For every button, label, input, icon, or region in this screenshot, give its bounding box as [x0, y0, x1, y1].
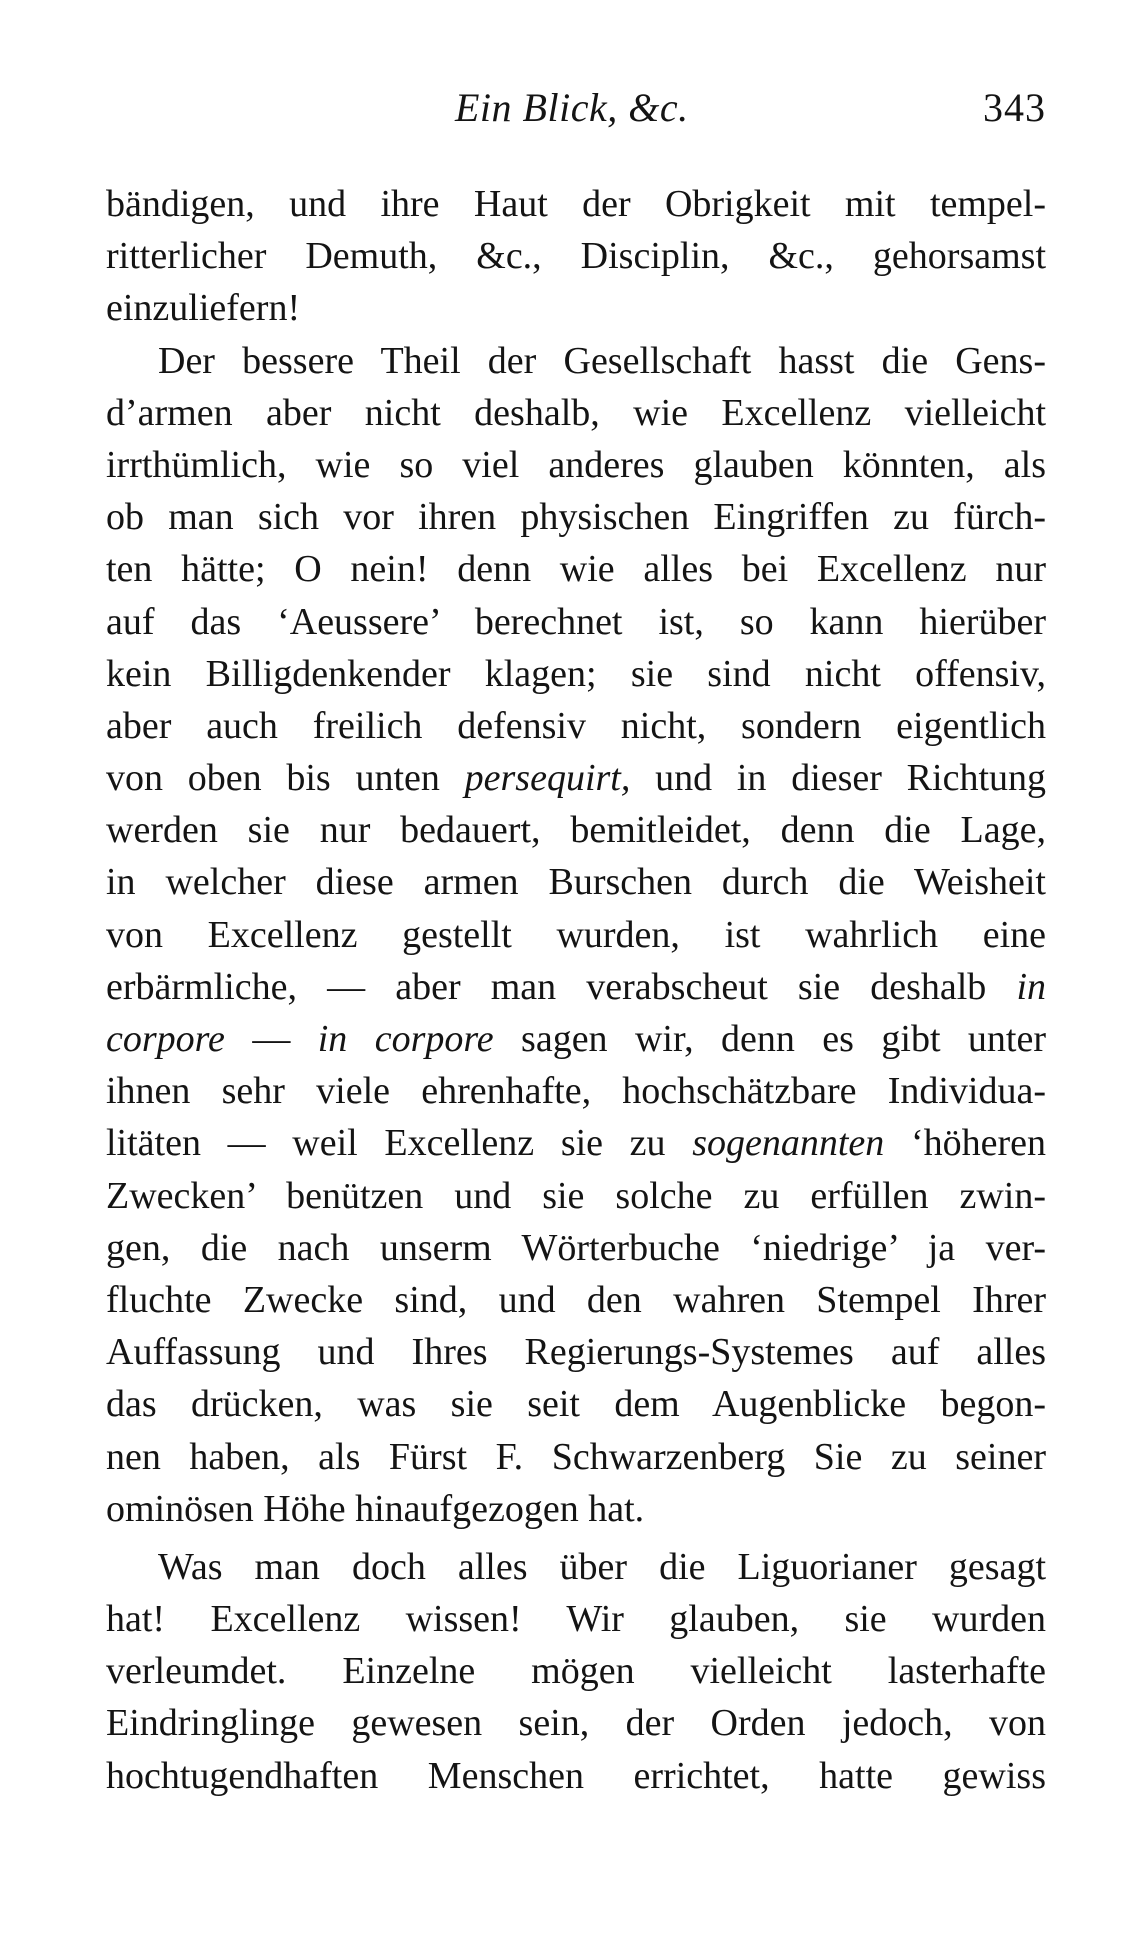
text-run: irrthümlich, wie so viel anderes glauben könnten, als: [106, 443, 1046, 486]
text-line: [106, 1483, 1046, 1535]
text-run: ominösen Höhe hinaufgezogen hat.: [106, 1487, 645, 1530]
text-run: d’armen aber nicht deshalb, wie Excellenz vielleicht: [106, 391, 1046, 434]
text-run: ihnen sehr viele ehrenhafte, hochschätzbare Individua-: [106, 1070, 1046, 1113]
text-run: von Excellenz gestellt wurden, ist wahrlich eine: [106, 913, 1046, 956]
text-line: [106, 335, 1046, 387]
text-run: Was man doch alles über die Liguorianer gesagt: [158, 1545, 1046, 1588]
text-line: [106, 1645, 1046, 1697]
text-line: [106, 230, 1046, 282]
text-run: ten hätte; O nein! denn wie alles bei Excellenz nur: [106, 548, 1046, 591]
body-text: [106, 178, 1046, 1802]
text-line: [106, 1378, 1046, 1430]
text-line: [106, 752, 1046, 804]
text-line: [106, 1170, 1046, 1222]
paragraph: [106, 178, 1046, 335]
text-run: werden sie nur bedauert, bemitleidet, denn die Lage,: [106, 809, 1046, 852]
text-run: auf das ‘Aeussere’ berechnet ist, so kann hierüber: [106, 600, 1046, 643]
text-run: ‘höheren: [884, 1122, 1046, 1165]
text-line: [106, 1065, 1046, 1117]
text-run: hat! Excellenz wissen! Wir glauben, sie wurden: [106, 1598, 1046, 1641]
text-line: [106, 387, 1046, 439]
text-line: [106, 596, 1046, 648]
text-line: [106, 1274, 1046, 1326]
text-run: kein Billigdenkender klagen; sie sind nicht offensiv,: [106, 652, 1046, 695]
text-run: einzuliefern!: [106, 287, 301, 330]
text-line: [106, 178, 1046, 230]
text-run: hochtugendhaften Menschen errichtet, hatte gewiss: [106, 1754, 1046, 1797]
text-run: ritterlicher Demuth, &c., Disciplin, &c., gehorsamst: [106, 235, 1046, 278]
text-run: verleumdet. Einzelne mögen vielleicht lasterhafte: [106, 1650, 1046, 1693]
italic-text: corpore: [106, 1018, 225, 1060]
text-run: erbärmliche, — aber man verabscheut sie deshalb: [106, 965, 1017, 1008]
text-line: [106, 1750, 1046, 1802]
text-run: Eindringlinge gewesen sein, der Orden jedoch, von: [106, 1702, 1046, 1745]
text-line: [106, 439, 1046, 491]
text-line: [106, 543, 1046, 595]
text-line: [106, 1593, 1046, 1645]
text-line: [106, 491, 1046, 543]
text-run: nen haben, als Fürst F. Schwarzenberg Sie zu seiner: [106, 1435, 1046, 1478]
text-line: [106, 282, 1046, 334]
text-run: gen, die nach unserm Wörterbuche ‘niedrige’ ja ver-: [106, 1226, 1046, 1269]
italic-text: in: [1016, 965, 1046, 1008]
text-line: [106, 648, 1046, 700]
page-header: [106, 84, 1046, 140]
text-run: sagen wir, denn es gibt unter: [493, 1018, 1046, 1060]
text-line: [106, 961, 1046, 1013]
text-run: Auffassung und Ihres Regierungs-Systemes auf alles: [106, 1331, 1046, 1374]
text-run: aber auch freilich defensiv nicht, sondern eigentlich: [106, 704, 1046, 747]
paragraph: [106, 335, 1046, 1535]
text-run: —: [224, 1018, 318, 1060]
text-line: [106, 700, 1046, 752]
text-run: das drücken, was sie seit dem Augenblicke begon-: [106, 1383, 1046, 1426]
italic-text: in corpore: [317, 1018, 494, 1060]
text-line: [106, 1431, 1046, 1483]
text-run: von oben bis unten: [106, 757, 465, 800]
text-run: Zwecken’ benützen und sie solche zu erfüllen zwin-: [106, 1174, 1046, 1217]
text-run: in welcher diese armen Burschen durch die Weisheit: [106, 861, 1046, 904]
text-line: [106, 856, 1046, 908]
paragraph: [106, 1541, 1046, 1802]
text-run: und in dieser Richtung: [630, 757, 1046, 800]
running-head: Ein Blick, &c.: [455, 85, 689, 130]
text-line: [106, 1117, 1046, 1169]
text-run: ob man sich vor ihren physischen Eingriffen zu fürch-: [106, 496, 1046, 539]
italic-text: persequirt,: [464, 757, 631, 800]
text-line: [106, 909, 1046, 961]
text-run: Der bessere Theil der Gesellschaft hasst die Gens-: [158, 339, 1046, 382]
text-run: litäten — weil Excellenz sie zu: [106, 1122, 693, 1165]
text-line: [106, 1326, 1046, 1378]
text-line: [106, 1222, 1046, 1274]
text-line: [106, 1541, 1046, 1593]
text-line: [106, 1697, 1046, 1749]
italic-text: sogenannten: [692, 1122, 885, 1165]
page-number: 343: [983, 85, 1046, 130]
text-line: [106, 804, 1046, 856]
text-line: [106, 1013, 1046, 1065]
text-run: fluchte Zwecke sind, und den wahren Stempel Ihrer: [106, 1278, 1046, 1321]
text-run: bändigen, und ihre Haut der Obrigkeit mit tempel-: [106, 183, 1046, 225]
